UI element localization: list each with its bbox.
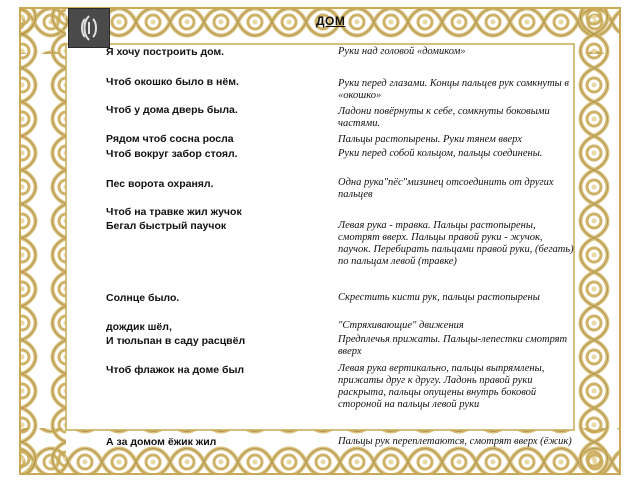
gesture-instruction: Скрестить кисти рук, пальцы растопырены bbox=[338, 292, 540, 303]
sound-icon bbox=[74, 13, 104, 43]
gesture-instruction: Пальцы рук переплетаются, смотрят вверх (ёжик) bbox=[338, 436, 572, 447]
verse-line: Чтоб на травке жил жучок bbox=[106, 206, 242, 218]
gesture-instruction: "Стряхивающие" движения bbox=[338, 320, 464, 331]
gesture-instruction: Руки перед собой кольцом, пальцы соединены. bbox=[338, 148, 543, 159]
gesture-instruction: Левая рука вертикально, пальцы выпрямлены, прижаты друг к другу. Ладонь правой руки раскрыта, пальцы опущены внутрь боковой стороной на пальцы левой руки bbox=[338, 363, 545, 410]
verse-line: Чтоб вокруг забор стоял. bbox=[106, 148, 238, 160]
gesture-instruction: Пальцы растопырены. Руки тянем вверх bbox=[338, 134, 522, 145]
verse-line: Солнце было. bbox=[106, 292, 180, 304]
verse-line: Рядом чтоб сосна росла bbox=[106, 133, 234, 145]
gesture-instruction: Одна рука"пёс"мизинец отсоединить от других пальцев bbox=[338, 177, 554, 200]
verse-line: И тюльпан в саду расцвёл bbox=[106, 335, 246, 347]
gesture-instruction: Руки перед глазами. Концы пальцев рук сомкнуты в «окошко» bbox=[338, 78, 569, 101]
page-title: ДОМ bbox=[316, 14, 346, 28]
verse-line: Чтоб флажок на доме был bbox=[106, 364, 245, 376]
gesture-instruction: Предплечья прижаты. Пальцы-лепестки смотрят вверх bbox=[338, 334, 568, 357]
verse-line: Бегал быстрый паучок bbox=[106, 220, 227, 232]
gesture-instruction: Левая рука - травка. Пальцы растопырены, смотрят вверх. Пальцы правой руки - жучок, паучок. Перебирать пальцами правой руки, (бегать) по пальцам левой (травке) bbox=[338, 220, 574, 267]
verse-line: Пес ворота охранял. bbox=[106, 178, 214, 190]
gesture-instruction: Ладони повёрнуты к себе, сомкнуты боковыми частями. bbox=[338, 106, 550, 129]
verse-line: Чтоб окошко было в нём. bbox=[106, 76, 239, 88]
verse-line: А за домом ёжик жил bbox=[106, 436, 217, 448]
verse-line: Я хочу построить дом. bbox=[106, 46, 225, 58]
gesture-instruction: Руки над головой «домиком» bbox=[338, 46, 466, 57]
verse-line: дождик шёл, bbox=[106, 321, 172, 333]
sound-button[interactable] bbox=[68, 8, 110, 48]
verse-line: Чтоб у дома дверь была. bbox=[106, 104, 238, 116]
